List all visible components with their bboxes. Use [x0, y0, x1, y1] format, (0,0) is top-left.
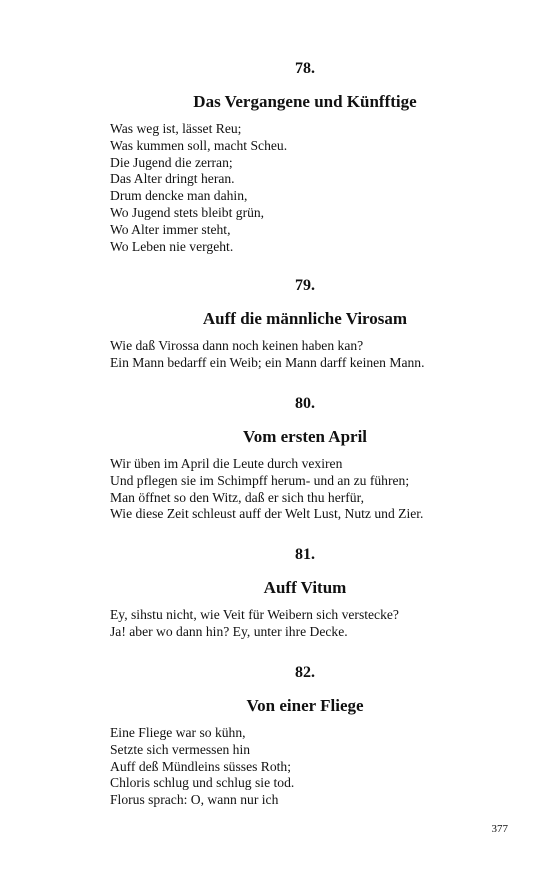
poem-number: 79.: [295, 277, 315, 294]
poem-line: Ey, sihstu nicht, wie Veit für Weibern sich verstecke?: [110, 607, 399, 622]
poem-line: Die Jugend die zerran;: [110, 154, 233, 170]
poem-line: Chloris schlug und schlug sie tod.: [110, 775, 295, 791]
poem-78: [110, 59, 500, 255]
poem-line: Setzte sich vermessen hin: [110, 741, 251, 757]
poem-number: 78.: [295, 60, 315, 77]
poem-line: Was weg ist, lässet Reu;: [110, 121, 242, 136]
poem-line: Ja! aber wo dann hin? Ey, unter ihre Decke.: [110, 623, 348, 639]
poem-lines: [110, 338, 500, 372]
poem-number: 80.: [295, 395, 315, 412]
poem-line: Eine Fliege war so kühn,: [110, 725, 246, 740]
poem-number: 81.: [295, 546, 315, 563]
poem-82: [110, 663, 500, 809]
poem-title: Vom ersten April: [242, 427, 368, 446]
poem-line: Das Alter dringt heran.: [110, 171, 235, 187]
poem-line: Drum dencke man dahin,: [110, 188, 248, 204]
poem-81: [110, 545, 500, 641]
poem-line: Wie daß Virossa dann noch keinen haben kan?: [110, 338, 364, 353]
poem-line: Florus sprach: O, wann nur ich: [110, 792, 279, 808]
poem-line: Ein Mann bedarff ein Weib; ein Mann darff keinen Mann.: [110, 354, 425, 370]
poem-title: Auff die männliche Virosam: [202, 309, 408, 328]
poem-line: Was kummen soll, macht Scheu.: [110, 137, 288, 153]
poem-line: Wie diese Zeit schleust auff der Welt Lust, Nutz und Zier.: [110, 506, 424, 522]
poem-line: Wo Leben nie vergeht.: [110, 238, 234, 254]
poem-title: Auff Vitum: [263, 578, 347, 597]
poem-line: Und pflegen sie im Schimpff herum- und an zu führen;: [110, 472, 410, 488]
poem-lines: [110, 121, 500, 255]
poem-80: [110, 394, 500, 523]
poem-lines: [110, 607, 500, 641]
poem-line: Man öffnet so den Witz, daß er sich thu herfür,: [110, 489, 364, 505]
poem-line: Wo Alter immer steht,: [110, 221, 231, 237]
poem-title: Von einer Fliege: [246, 696, 364, 715]
poem-number: 82.: [295, 664, 315, 681]
page-number: 377: [491, 823, 508, 835]
poem-line: Wo Jugend stets bleibt grün,: [110, 204, 265, 220]
poem-title: Das Vergangene und Künfftige: [193, 92, 417, 111]
poem-line: Auff deß Mündleins süsses Roth;: [110, 758, 291, 774]
poem-lines: [110, 725, 500, 809]
poem-line: Wir üben im April die Leute durch vexiren: [110, 456, 343, 471]
poem-lines: [110, 456, 500, 523]
poem-79: [110, 276, 500, 372]
